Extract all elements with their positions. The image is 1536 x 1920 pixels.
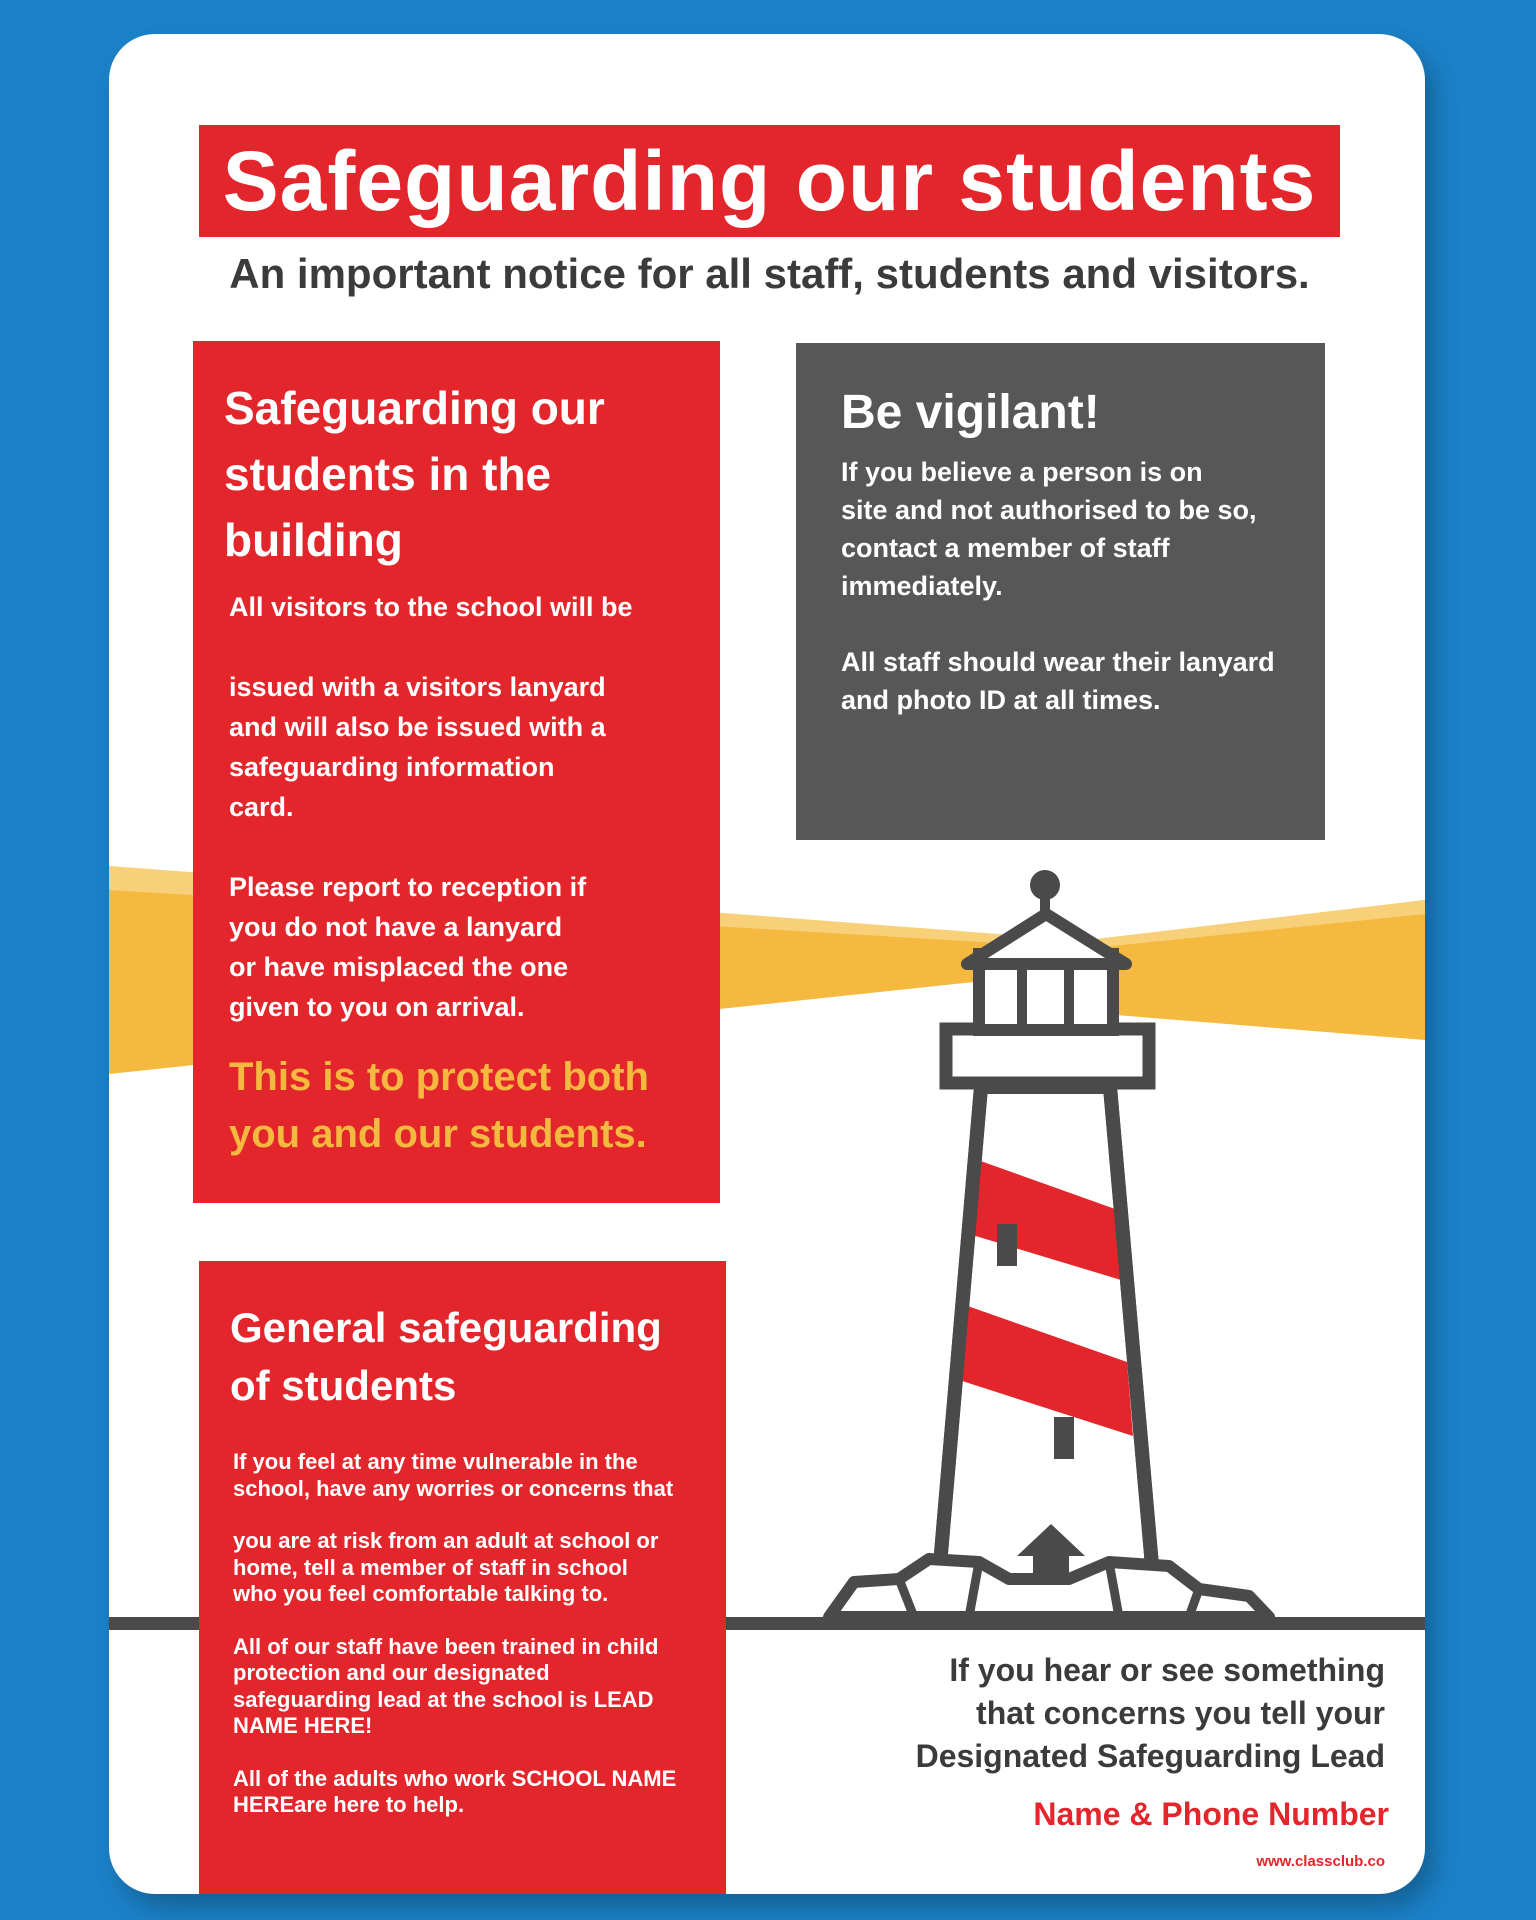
- vigilant-heading: Be vigilant!: [841, 386, 1100, 439]
- visitor-lanyard-text: All visitors to the school will be issued with a visitors lanyard and will also be issued with a safeguarding information card. Please report to reception if you do not have a lanyard or have misplaced the one given to you on arrival.: [229, 592, 633, 1022]
- general-heading: General safeguarding of students: [230, 1304, 662, 1409]
- general-safeguarding-panel: [199, 1261, 726, 1894]
- tower-gallery: [946, 1029, 1149, 1083]
- building-safeguarding-panel: [193, 341, 720, 1203]
- general-para-4: All of the adults who work SCHOOL NAME HEREare here to help.: [233, 1765, 677, 1817]
- website-link[interactable]: www.classclub.co: [1256, 1853, 1385, 1870]
- general-para-1: If you feel at any time vulnerable in the school, have any worries or concerns that: [233, 1449, 674, 1501]
- building-heading: Safeguarding our students in the building: [224, 382, 605, 566]
- protect-callout: This is to protect both you and our students.: [229, 1055, 649, 1156]
- contact-name-phone: Name & Phone Number: [1033, 1796, 1389, 1832]
- tower-window-lower: [1054, 1417, 1074, 1459]
- general-para-2: you are at risk from an adult at school or home, tell a member of staff in school who you feel comfortable talking to.: [233, 1528, 659, 1606]
- page-title: Safeguarding our students: [199, 125, 1340, 237]
- concern-message: If you hear or see something that concerns you tell your Designated Safeguarding Lead: [915, 1652, 1385, 1774]
- vigilant-text: If you believe a person is on site and not authorised to be so, contact a member of staff immediately. All staff should wear their lanyard and photo ID at all times.: [841, 457, 1275, 715]
- be-vigilant-panel: [796, 343, 1325, 840]
- poster: [109, 34, 1425, 1894]
- page-subtitle: An important notice for all staff, students and visitors.: [229, 250, 1310, 297]
- general-para-3: All of our staff have been trained in child protection and our designated safeguarding lead at the school is LEAD NAME HERE!: [233, 1633, 659, 1738]
- tower-window-upper: [997, 1224, 1017, 1266]
